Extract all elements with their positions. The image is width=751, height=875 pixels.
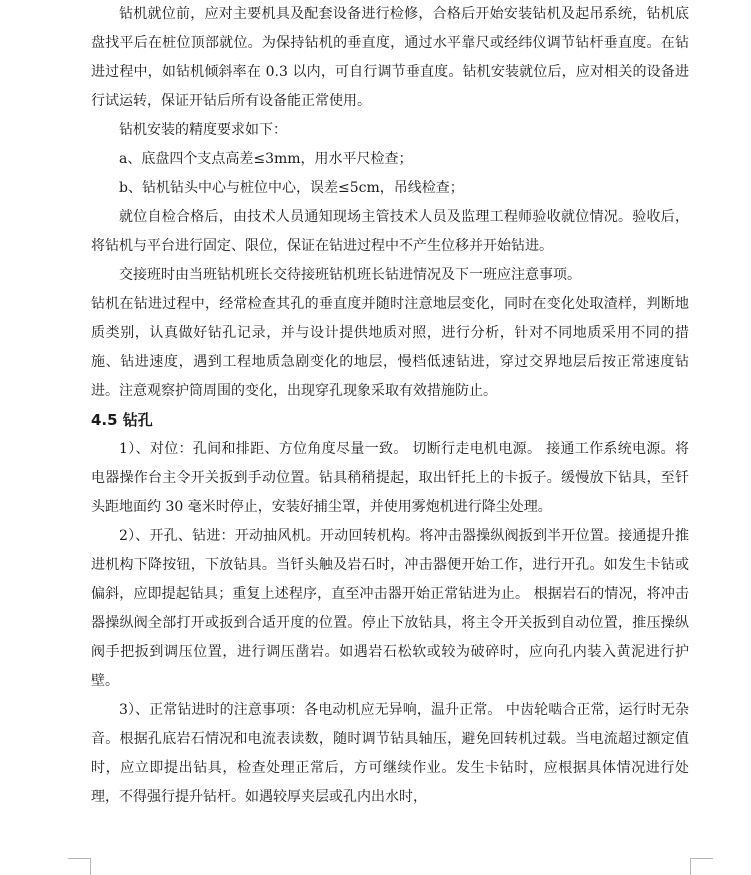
paragraph-shift-handover: 交接班时由当班钻机班长交待接班钻机班长钻进情况及下一班应注意事项。 — [119, 267, 581, 283]
paragraph-acceptance: 就位自检合格后，由技术人员通知现场主管技术人员及监理工程师验收就位情况。验收后，将钻机与平台进行固定、限位，保证在钻进过程中不产生位移并开始钻进。 — [91, 209, 689, 254]
paragraph-step-alignment: 1）、对位：孔间和排距、方位角度尽量一致。 切断行走电机电源。 接通工作系统电源。将电器操作台主令开关扳到手动位置。钻具稍稍提起，取出钎托上的卡扳子。缓慢放下钻具，至钎头距地面约 30 毫米时停止，安装好捕尘罩，并使用雾炮机进行降尘处理。 — [91, 441, 689, 515]
section-heading-drilling: 4.5 钻孔 — [91, 411, 153, 429]
paragraph-drilling-checks: 钻机在钻进过程中，经常检查其孔的垂直度并随时注意地层变化，同时在变化处取渣样，判断地质类别，认真做好钻孔记录，并与设计提供地质对照，进行分析，针对不同地质采用不同的措施、钻进速度，遇到工程地质急剧变化的地层，慢档低速钻进，穿过交界地层后按正常速度钻进。注意观察护筒周围的变化，出现穿孔现象采取有效措施防止。 — [91, 296, 689, 399]
paragraph-precision-b: b、钻机钻头中心与桩位中心，误差≤5cm，吊线检查； — [119, 180, 464, 196]
document-body — [91, 0, 689, 812]
paragraph-step-opening: 2）、开孔、钻进：开动抽风机。开动回转机构。将冲击器操纵阀扳到半开位置。接通提升推进机构下降按钮，下放钻具。当钎头触及岩石时，冲击器便开始工作，进行开孔。如发生卡钻或偏斜，应即提起钻具；重复上述程序，直至冲击器开始正常钻进为止。 根据岩石的情况，将冲击器操纵阀全部打开或扳到合适开度的位置。停止下放钻具，将主令开关扳到自动位置，推压操纵阀手把扳到调压位置，进行调压凿岩。如遇岩石松软或较为破碎时，应向孔内装入黄泥进行护壁。 — [91, 528, 689, 689]
paragraph-precision-intro: 钻机安装的精度要求如下： — [119, 122, 287, 138]
paragraph-rig-positioning: 钻机就位前，应对主要机具及配套设备进行检修，合格后开始安装钻机及起吊系统，钻机底盘找平后在桩位顶部就位。为保持钻机的垂直度，通过水平靠尺或经纬仪调节钻杆垂直度。在钻进过程中，如钻机倾斜率在 0.3 以内，可自行调节垂直度。钻机安装就位后，应对相关的设备进行试运转，保证开钻后所有设备能正常使用。 — [91, 6, 689, 109]
page-corner-mark-left — [68, 858, 91, 875]
page-corner-mark-right — [690, 858, 713, 875]
paragraph-step-normal-drilling: 3）、正常钻进时的注意事项：各电动机应无异响，温升正常。 中齿轮啮合正常，运行时无杂音。根据孔底岩石情况和电流表读数，随时调节钻具轴压，避免回转机过载。当电流超过额定值时，应立即提出钻具，检查处理正常后，方可继续作业。发生卡钻时，应根据具体情况进行处理，不得强行提升钻杆。如遇较厚夹层或孔内出水时， — [91, 702, 689, 805]
paragraph-precision-a: a、底盘四个支点高差≤3mm，用水平尺检查； — [119, 151, 413, 167]
